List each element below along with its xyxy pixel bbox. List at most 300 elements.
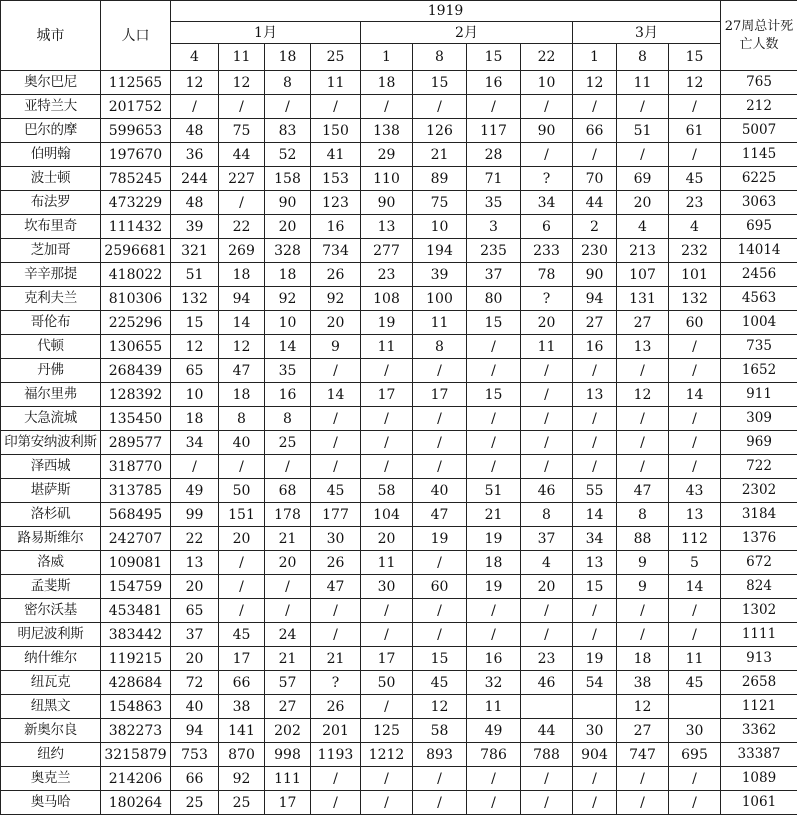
weekly-deaths-cell: / xyxy=(669,359,721,383)
weekly-deaths-cell: / xyxy=(521,359,573,383)
weekly-deaths-cell: 125 xyxy=(361,719,413,743)
weekly-deaths-cell: 111 xyxy=(265,767,311,791)
weekly-deaths-cell: 35 xyxy=(467,191,521,215)
total-deaths-header: 27周总计死亡人数 xyxy=(721,1,797,71)
population-cell: 268439 xyxy=(101,359,171,383)
weekly-deaths-cell: 132 xyxy=(669,287,721,311)
total-deaths-cell: 4563 xyxy=(721,287,797,311)
city-name-cell: 纽瓦克 xyxy=(1,671,101,695)
total-deaths-cell: 5007 xyxy=(721,119,797,143)
weekly-deaths-cell: / xyxy=(573,623,617,647)
weekly-deaths-cell: / xyxy=(669,455,721,479)
total-deaths-cell: 33387 xyxy=(721,743,797,767)
weekly-deaths-cell: / xyxy=(521,767,573,791)
total-deaths-cell: 1652 xyxy=(721,359,797,383)
weekly-deaths-cell: 19 xyxy=(361,311,413,335)
weekly-deaths-cell: / xyxy=(521,143,573,167)
weekly-deaths-cell: / xyxy=(219,551,265,575)
weekly-deaths-cell: 201 xyxy=(311,719,361,743)
weekly-deaths-cell: 30 xyxy=(311,527,361,551)
population-cell: 225296 xyxy=(101,311,171,335)
total-deaths-cell: 2658 xyxy=(721,671,797,695)
weekly-deaths-cell: 17 xyxy=(219,647,265,671)
weekly-deaths-cell: 17 xyxy=(413,383,467,407)
total-deaths-cell: 1145 xyxy=(721,143,797,167)
total-deaths-cell: 824 xyxy=(721,575,797,599)
weekly-deaths-cell: / xyxy=(669,335,721,359)
weekly-deaths-cell: / xyxy=(467,335,521,359)
weekly-deaths-cell: 46 xyxy=(521,479,573,503)
total-deaths-cell: 3063 xyxy=(721,191,797,215)
weekly-deaths-cell: 14 xyxy=(669,383,721,407)
weekly-deaths-cell: 12 xyxy=(219,335,265,359)
weekly-deaths-cell: 48 xyxy=(171,119,219,143)
weekly-deaths-cell: 123 xyxy=(311,191,361,215)
weekly-deaths-cell: 45 xyxy=(669,671,721,695)
weekly-deaths-cell: 21 xyxy=(311,647,361,671)
weekly-deaths-cell: 17 xyxy=(361,383,413,407)
weekly-deaths-cell xyxy=(521,695,573,719)
weekly-deaths-cell: 71 xyxy=(467,167,521,191)
weekly-deaths-cell: / xyxy=(361,359,413,383)
weekly-deaths-cell: 23 xyxy=(361,263,413,287)
weekly-deaths-cell: 12 xyxy=(617,695,669,719)
weekly-deaths-cell: 14 xyxy=(311,383,361,407)
table-row xyxy=(1,431,797,455)
population-cell: 128392 xyxy=(101,383,171,407)
weekly-deaths-cell: 177 xyxy=(311,503,361,527)
weekly-deaths-cell: 4 xyxy=(617,215,669,239)
weekly-deaths-cell: 23 xyxy=(669,191,721,215)
weekly-deaths-cell: ? xyxy=(521,287,573,311)
weekly-deaths-cell: 10 xyxy=(171,383,219,407)
weekly-deaths-cell: 19 xyxy=(413,527,467,551)
weekly-deaths-cell: / xyxy=(413,599,467,623)
week-header: 25 xyxy=(311,44,361,71)
table-row xyxy=(1,599,797,623)
weekly-deaths-cell: / xyxy=(521,599,573,623)
weekly-deaths-cell: / xyxy=(311,599,361,623)
weekly-deaths-cell: 11 xyxy=(669,647,721,671)
city-name-cell: 福尔里弗 xyxy=(1,383,101,407)
weekly-deaths-cell: 14 xyxy=(669,575,721,599)
weekly-deaths-cell: 20 xyxy=(265,551,311,575)
weekly-deaths-cell: 8 xyxy=(617,503,669,527)
week-header: 8 xyxy=(413,44,467,71)
weekly-deaths-cell: 12 xyxy=(171,335,219,359)
population-cell: 3215879 xyxy=(101,743,171,767)
weekly-deaths-cell: 19 xyxy=(467,575,521,599)
weekly-deaths-cell: / xyxy=(573,143,617,167)
table-row xyxy=(1,311,797,335)
weekly-deaths-cell: 15 xyxy=(171,311,219,335)
population-cell: 810306 xyxy=(101,287,171,311)
weekly-deaths-cell: 10 xyxy=(413,215,467,239)
weekly-deaths-cell: ? xyxy=(521,167,573,191)
table-row xyxy=(1,455,797,479)
week-header: 15 xyxy=(669,44,721,71)
weekly-deaths-cell: 60 xyxy=(669,311,721,335)
population-cell: 418022 xyxy=(101,263,171,287)
city-name-cell: 孟斐斯 xyxy=(1,575,101,599)
weekly-deaths-cell: 110 xyxy=(361,167,413,191)
weekly-deaths-cell: / xyxy=(361,431,413,455)
weekly-deaths-cell: 51 xyxy=(467,479,521,503)
weekly-deaths-cell: 8 xyxy=(265,407,311,431)
weekly-deaths-cell: 49 xyxy=(467,719,521,743)
total-deaths-cell: 913 xyxy=(721,647,797,671)
city-name-cell: 波士顿 xyxy=(1,167,101,191)
weekly-deaths-cell: 60 xyxy=(413,575,467,599)
weekly-deaths-cell: 37 xyxy=(171,623,219,647)
weekly-deaths-cell: 90 xyxy=(521,119,573,143)
weekly-deaths-cell: / xyxy=(311,791,361,815)
weekly-deaths-cell: 21 xyxy=(467,503,521,527)
month-header-february: 2月 xyxy=(361,22,573,44)
weekly-deaths-cell: 94 xyxy=(573,287,617,311)
weekly-deaths-cell: / xyxy=(361,455,413,479)
weekly-deaths-cell: 51 xyxy=(617,119,669,143)
weekly-deaths-cell: / xyxy=(171,455,219,479)
total-deaths-cell: 1302 xyxy=(721,599,797,623)
city-name-cell: 洛杉矶 xyxy=(1,503,101,527)
weekly-deaths-cell: / xyxy=(617,143,669,167)
city-name-cell: 辛辛那提 xyxy=(1,263,101,287)
weekly-deaths-cell: 44 xyxy=(521,719,573,743)
weekly-deaths-cell: 66 xyxy=(219,671,265,695)
weekly-deaths-cell: / xyxy=(467,623,521,647)
weekly-deaths-cell: / xyxy=(219,599,265,623)
weekly-deaths-cell: 13 xyxy=(669,503,721,527)
population-cell: 197670 xyxy=(101,143,171,167)
weekly-deaths-cell: 132 xyxy=(171,287,219,311)
population-cell: 214206 xyxy=(101,767,171,791)
week-header: 8 xyxy=(617,44,669,71)
weekly-deaths-cell: 27 xyxy=(265,695,311,719)
weekly-deaths-cell: 30 xyxy=(361,575,413,599)
weekly-deaths-cell: / xyxy=(573,767,617,791)
weekly-deaths-cell: 12 xyxy=(669,71,721,95)
weekly-deaths-cell: 178 xyxy=(265,503,311,527)
weekly-deaths-cell: / xyxy=(617,359,669,383)
weekly-deaths-cell: 29 xyxy=(361,143,413,167)
weekly-deaths-cell: 55 xyxy=(573,479,617,503)
weekly-deaths-cell: / xyxy=(467,599,521,623)
weekly-deaths-cell: 47 xyxy=(413,503,467,527)
population-cell: 180264 xyxy=(101,791,171,815)
table-row xyxy=(1,359,797,383)
weekly-deaths-cell: 141 xyxy=(219,719,265,743)
total-deaths-cell: 911 xyxy=(721,383,797,407)
table-row xyxy=(1,335,797,359)
weekly-deaths-cell: / xyxy=(413,431,467,455)
weekly-deaths-cell: / xyxy=(573,455,617,479)
table-row xyxy=(1,527,797,551)
city-name-cell: 泽西城 xyxy=(1,455,101,479)
weekly-deaths-cell: 61 xyxy=(669,119,721,143)
weekly-deaths-cell: 92 xyxy=(219,767,265,791)
weekly-deaths-cell: 9 xyxy=(311,335,361,359)
weekly-deaths-cell: / xyxy=(617,791,669,815)
total-deaths-cell: 309 xyxy=(721,407,797,431)
weekly-deaths-cell: / xyxy=(361,95,413,119)
weekly-deaths-cell: 8 xyxy=(413,335,467,359)
weekly-deaths-cell: 27 xyxy=(573,311,617,335)
population-cell: 154863 xyxy=(101,695,171,719)
population-cell: 473229 xyxy=(101,191,171,215)
weekly-deaths-cell: 20 xyxy=(265,215,311,239)
weekly-deaths-cell: 90 xyxy=(265,191,311,215)
weekly-deaths-cell: 112 xyxy=(669,527,721,551)
population-cell: 453481 xyxy=(101,599,171,623)
weekly-deaths-cell: / xyxy=(521,431,573,455)
weekly-deaths-cell: 126 xyxy=(413,119,467,143)
weekly-deaths-cell: 11 xyxy=(413,311,467,335)
weekly-deaths-cell: 25 xyxy=(265,431,311,455)
weekly-deaths-cell: 36 xyxy=(171,143,219,167)
weekly-deaths-cell: 15 xyxy=(467,383,521,407)
total-deaths-cell: 1089 xyxy=(721,767,797,791)
weekly-deaths-cell: 40 xyxy=(219,431,265,455)
total-deaths-cell: 212 xyxy=(721,95,797,119)
weekly-deaths-cell: 75 xyxy=(413,191,467,215)
weekly-deaths-cell: 34 xyxy=(171,431,219,455)
weekly-deaths-cell: 22 xyxy=(219,215,265,239)
weekly-deaths-cell: / xyxy=(265,575,311,599)
weekly-deaths-cell: / xyxy=(265,599,311,623)
weekly-deaths-cell: 45 xyxy=(413,671,467,695)
weekly-deaths-cell: / xyxy=(413,407,467,431)
weekly-deaths-cell: 12 xyxy=(171,71,219,95)
weekly-deaths-cell: 9 xyxy=(617,551,669,575)
weekly-deaths-cell: 202 xyxy=(265,719,311,743)
weekly-deaths-cell: 37 xyxy=(467,263,521,287)
weekly-deaths-cell: 35 xyxy=(265,359,311,383)
weekly-deaths-cell: 32 xyxy=(467,671,521,695)
total-deaths-cell: 765 xyxy=(721,71,797,95)
weekly-deaths-cell: 90 xyxy=(573,263,617,287)
population-cell: 242707 xyxy=(101,527,171,551)
population-cell: 135450 xyxy=(101,407,171,431)
weekly-deaths-cell: / xyxy=(521,791,573,815)
weekly-deaths-cell: 34 xyxy=(521,191,573,215)
weekly-deaths-cell: 20 xyxy=(521,575,573,599)
weekly-deaths-cell: / xyxy=(413,791,467,815)
weekly-deaths-cell: / xyxy=(617,623,669,647)
weekly-deaths-cell: 26 xyxy=(311,551,361,575)
weekly-deaths-cell: 321 xyxy=(171,239,219,263)
weekly-deaths-cell: 38 xyxy=(617,671,669,695)
total-deaths-cell: 969 xyxy=(721,431,797,455)
weekly-deaths-cell: 13 xyxy=(573,383,617,407)
city-name-cell: 纳什维尔 xyxy=(1,647,101,671)
weekly-deaths-cell: / xyxy=(669,407,721,431)
weekly-deaths-cell: / xyxy=(311,95,361,119)
weekly-deaths-cell: 998 xyxy=(265,743,311,767)
weekly-deaths-cell: 92 xyxy=(265,287,311,311)
table-row xyxy=(1,71,797,95)
weekly-deaths-cell: 117 xyxy=(467,119,521,143)
weekly-deaths-cell: 232 xyxy=(669,239,721,263)
weekly-deaths-cell: 19 xyxy=(467,527,521,551)
weekly-deaths-cell: 18 xyxy=(219,263,265,287)
weekly-deaths-cell: / xyxy=(265,455,311,479)
weekly-deaths-cell: 18 xyxy=(617,647,669,671)
weekly-deaths-cell: 51 xyxy=(171,263,219,287)
total-deaths-cell: 1004 xyxy=(721,311,797,335)
city-name-cell: 纽黑文 xyxy=(1,695,101,719)
weekly-deaths-cell: / xyxy=(413,767,467,791)
weekly-deaths-cell: 20 xyxy=(361,527,413,551)
weekly-deaths-cell: 30 xyxy=(573,719,617,743)
weekly-deaths-cell: / xyxy=(521,623,573,647)
weekly-deaths-cell: / xyxy=(413,455,467,479)
weekly-deaths-cell: 5 xyxy=(669,551,721,575)
weekly-deaths-cell: 18 xyxy=(265,263,311,287)
weekly-deaths-cell: / xyxy=(521,455,573,479)
table-row xyxy=(1,695,797,719)
weekly-deaths-cell: 30 xyxy=(669,719,721,743)
weekly-deaths-cell: 11 xyxy=(361,551,413,575)
weekly-deaths-cell: / xyxy=(467,767,521,791)
weekly-deaths-cell: / xyxy=(467,455,521,479)
weekly-deaths-cell: 17 xyxy=(361,647,413,671)
weekly-deaths-cell: 45 xyxy=(669,167,721,191)
city-name-cell: 克利夫兰 xyxy=(1,287,101,311)
weekly-deaths-cell: 233 xyxy=(521,239,573,263)
total-deaths-cell: 695 xyxy=(721,215,797,239)
weekly-deaths-cell: 10 xyxy=(521,71,573,95)
weekly-deaths-cell: 20 xyxy=(311,311,361,335)
weekly-deaths-cell: / xyxy=(669,791,721,815)
total-deaths-cell: 722 xyxy=(721,455,797,479)
weekly-deaths-cell: 13 xyxy=(573,551,617,575)
weekly-deaths-cell: 14 xyxy=(219,311,265,335)
table-row xyxy=(1,503,797,527)
weekly-deaths-cell: 70 xyxy=(573,167,617,191)
weekly-deaths-cell: 20 xyxy=(219,527,265,551)
weekly-deaths-cell: 47 xyxy=(219,359,265,383)
weekly-deaths-cell: / xyxy=(311,431,361,455)
weekly-deaths-cell: 49 xyxy=(171,479,219,503)
weekly-deaths-cell: 1212 xyxy=(361,743,413,767)
weekly-deaths-cell: 788 xyxy=(521,743,573,767)
table-row xyxy=(1,719,797,743)
weekly-deaths-cell: / xyxy=(467,431,521,455)
weekly-deaths-cell: 13 xyxy=(361,215,413,239)
weekly-deaths-cell: 14 xyxy=(265,335,311,359)
weekly-deaths-cell: / xyxy=(413,551,467,575)
weekly-deaths-cell: 734 xyxy=(311,239,361,263)
weekly-deaths-cell: 65 xyxy=(171,599,219,623)
weekly-deaths-cell: / xyxy=(413,95,467,119)
weekly-deaths-cell: 194 xyxy=(413,239,467,263)
weekly-deaths-cell: 66 xyxy=(171,767,219,791)
weekly-deaths-cell: / xyxy=(361,791,413,815)
weekly-deaths-cell: 27 xyxy=(617,719,669,743)
city-name-cell: 奥克兰 xyxy=(1,767,101,791)
city-name-cell: 坎布里奇 xyxy=(1,215,101,239)
month-header-january: 1月 xyxy=(171,22,361,44)
total-deaths-cell: 3184 xyxy=(721,503,797,527)
weekly-deaths-cell: 11 xyxy=(467,695,521,719)
total-deaths-cell: 735 xyxy=(721,335,797,359)
weekly-deaths-cell: 11 xyxy=(311,71,361,95)
weekly-deaths-cell: 12 xyxy=(219,71,265,95)
weekly-deaths-cell: 20 xyxy=(617,191,669,215)
weekly-deaths-cell: 104 xyxy=(361,503,413,527)
city-name-cell: 印第安纳波利斯 xyxy=(1,431,101,455)
weekly-deaths-cell xyxy=(669,695,721,719)
weekly-deaths-cell: / xyxy=(669,95,721,119)
weekly-deaths-cell: / xyxy=(311,455,361,479)
weekly-deaths-cell: 15 xyxy=(413,71,467,95)
table-row xyxy=(1,95,797,119)
weekly-deaths-cell: 131 xyxy=(617,287,669,311)
city-name-cell: 伯明翰 xyxy=(1,143,101,167)
city-name-cell: 路易斯维尔 xyxy=(1,527,101,551)
table-row xyxy=(1,623,797,647)
table-row xyxy=(1,671,797,695)
weekly-deaths-cell: / xyxy=(573,431,617,455)
weekly-deaths-cell: 153 xyxy=(311,167,361,191)
weekly-deaths-cell: 8 xyxy=(265,71,311,95)
weekly-deaths-cell: 89 xyxy=(413,167,467,191)
weekly-deaths-cell: / xyxy=(669,767,721,791)
population-cell: 111432 xyxy=(101,215,171,239)
weekly-deaths-cell: 244 xyxy=(171,167,219,191)
weekly-deaths-cell: 20 xyxy=(171,647,219,671)
weekly-deaths-cell: 786 xyxy=(467,743,521,767)
weekly-deaths-cell: 15 xyxy=(573,575,617,599)
table-row xyxy=(1,143,797,167)
table-row xyxy=(1,119,797,143)
weekly-deaths-cell: / xyxy=(311,407,361,431)
weekly-deaths-cell: 904 xyxy=(573,743,617,767)
weekly-deaths-cell: 107 xyxy=(617,263,669,287)
weekly-deaths-cell: 99 xyxy=(171,503,219,527)
population-cell: 154759 xyxy=(101,575,171,599)
weekly-deaths-cell: 68 xyxy=(265,479,311,503)
weekly-deaths-cell: 69 xyxy=(617,167,669,191)
city-name-cell: 亚特兰大 xyxy=(1,95,101,119)
weekly-deaths-cell: 2 xyxy=(573,215,617,239)
weekly-deaths-cell: / xyxy=(669,599,721,623)
population-cell: 318770 xyxy=(101,455,171,479)
weekly-deaths-cell: 213 xyxy=(617,239,669,263)
weekly-deaths-cell: 10 xyxy=(265,311,311,335)
weekly-deaths-cell: / xyxy=(311,359,361,383)
weekly-deaths-cell: 44 xyxy=(573,191,617,215)
weekly-deaths-cell: 94 xyxy=(219,287,265,311)
city-name-cell: 堪萨斯 xyxy=(1,479,101,503)
weekly-deaths-cell: 40 xyxy=(413,479,467,503)
total-deaths-cell: 1121 xyxy=(721,695,797,719)
weekly-deaths-cell: 50 xyxy=(361,671,413,695)
weekly-deaths-cell: 18 xyxy=(219,383,265,407)
weekly-deaths-cell: / xyxy=(361,623,413,647)
weekly-deaths-cell: 23 xyxy=(521,647,573,671)
weekly-deaths-cell: 8 xyxy=(219,407,265,431)
weekly-deaths-cell: 16 xyxy=(311,215,361,239)
city-name-cell: 芝加哥 xyxy=(1,239,101,263)
weekly-deaths-cell: 747 xyxy=(617,743,669,767)
weekly-deaths-cell: / xyxy=(467,407,521,431)
weekly-deaths-cell: / xyxy=(617,455,669,479)
weekly-deaths-cell: 44 xyxy=(219,143,265,167)
weekly-deaths-cell: 20 xyxy=(171,575,219,599)
weekly-deaths-cell: 13 xyxy=(171,551,219,575)
